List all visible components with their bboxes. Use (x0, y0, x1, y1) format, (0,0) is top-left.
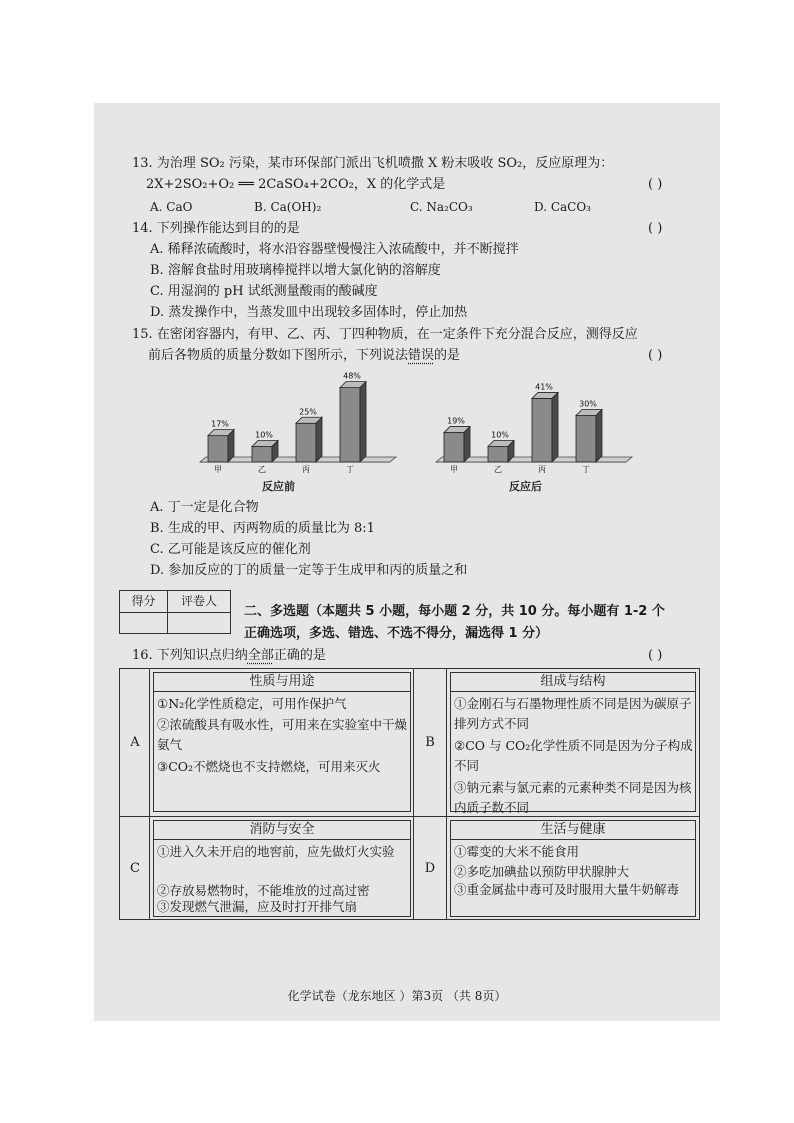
q15-option-a: A. 丁一定是化合物 (150, 500, 259, 515)
chart-before-category-label-2: 丙 (302, 465, 310, 474)
q16-stem (132, 646, 326, 666)
grader-label: 评卷人 (180, 594, 217, 608)
q15-emphasis: 错误 (408, 348, 435, 363)
q14-option-a: A. 稀释浓硫酸时，将水沿容器壁慢慢注入浓硫酸中，并不断搅拌 (150, 242, 519, 257)
chart-after-category-label-0: 甲 (450, 465, 458, 474)
chart-before-category-label-0: 甲 (214, 465, 222, 474)
cell-a-item-2: ②浓硫酸具有吸水性，可用来在实验室中干燥氨气 (157, 717, 408, 752)
q16-knowledge-table (119, 668, 700, 920)
chart-before-bar-2 (296, 423, 316, 462)
q13-line1: 13. 为治理 SO₂ 污染，某市环保部门派出飞机喷撒 X 粉末吸收 SO₂，反应原理为： (132, 156, 614, 171)
q14-option-d: D. 蒸发操作中，当蒸发皿中出现较多固体时，停止加热 (150, 305, 468, 320)
chart-before-data-label-0: 17% (211, 419, 229, 429)
section2-heading-line2: 正确选项，多选、错选、不选不得分，漏选得 1 分） (244, 626, 549, 641)
chart-before-data-label-2: 25% (299, 407, 317, 417)
q14-answer-paren: ( ) (648, 221, 663, 236)
chart-before-data-label-3: 48% (343, 371, 361, 381)
chart-after-data-label-0: 19% (447, 416, 465, 426)
chart-after-bar-3 (576, 416, 596, 463)
q16-stem-post: 正确的是 (273, 648, 326, 663)
q15-line2-pre: 前后各物质的质量分数如下图所示，下列说法 (148, 348, 409, 363)
q15-line2 (148, 346, 460, 366)
chart-after-bar-side-2 (552, 392, 558, 462)
cell-d-letter: D (424, 861, 436, 876)
chart-after-category-label-1: 乙 (494, 465, 502, 474)
cell-b-heading: 组成与结构 (540, 674, 606, 689)
q14-stem: 14. 下列操作能达到目的的是 (132, 221, 300, 236)
cell-d-item-3: ③重金属盐中毒可及时服用大量牛奶解毒 (454, 882, 680, 897)
cell-d-item-2: ②多吃加碘盐以预防甲状腺肿大 (454, 864, 630, 879)
chart-after-category-label-3: 丁 (582, 465, 590, 474)
chart-after-bar-2 (532, 398, 552, 462)
chart-after (432, 376, 632, 474)
cell-a-item-3: ③CO₂不燃烧也不支持燃烧，可用来灭火 (157, 759, 381, 774)
q15-option-c: C. 乙可能是该反应的催化剂 (150, 542, 311, 557)
chart-after-data-label-2: 41% (535, 382, 553, 392)
chart-before-data-label-1: 10% (255, 430, 273, 440)
chart-after-svg (432, 376, 632, 476)
q13-answer-paren: ( ) (648, 177, 663, 192)
q13-option-d: D. CaCO₃ (534, 200, 591, 214)
q14-option-b: B. 溶解食盐时用玻璃棒搅拌以增大氯化钠的溶解度 (150, 263, 441, 278)
page-footer: 化学试卷（龙东地区 ）第3页 （共 8页） (287, 989, 507, 1003)
q14-option-c: C. 用湿润的 pH 试纸测量酸雨的酸碱度 (150, 284, 378, 299)
q15-line1: 15. 在密闭容器内，有甲、乙、丙、丁四种物质，在一定条件下充分混合反应，测得反应 (132, 327, 638, 342)
cell-c-item-1: ①进入久未开启的地窖前，应先做灯火实验 (157, 844, 395, 859)
cell-a-heading: 性质与用途 (249, 674, 315, 689)
chart-after-data-label-3: 30% (579, 399, 597, 409)
chart-after-bar-side-0 (464, 427, 470, 462)
chart-after-category-label-2: 丙 (538, 465, 546, 474)
q13-option-a: A. CaO (150, 200, 193, 214)
q16-answer-paren: ( ) (648, 648, 663, 663)
q16-emphasis: 全部 (247, 648, 274, 663)
q13-line2: 2X+2SO₂+O₂ ══ 2CaSO₄+2CO₂，X 的化学式是 (146, 177, 446, 192)
chart-before-bar-side-0 (228, 430, 234, 462)
cell-b-item-2: ②CO 与 CO₂化学性质不同是因为分子构成不同 (454, 738, 693, 773)
q15-line2-post: 的是 (434, 348, 461, 363)
cell-c-item-2: ②存放易燃物时，不能堆放的过高过密 (157, 883, 370, 898)
chart-before-bar-0 (208, 436, 228, 462)
chart-after-title: 反应后 (509, 480, 542, 493)
chart-after-data-label-1: 10% (491, 430, 509, 440)
chart-before-category-label-3: 丁 (346, 465, 354, 474)
q16-stem-pre: 16. 下列知识点归纳 (132, 648, 248, 663)
section2-heading-line1: 二、多选题（本题共 5 小题，每小题 2 分，共 10 分。每小题有 1-2 个 (244, 604, 665, 619)
chart-before-svg (196, 371, 396, 476)
chart-before-title: 反应前 (262, 480, 295, 493)
chart-before-bar-side-2 (316, 417, 322, 462)
chart-before-category-label-1: 乙 (258, 465, 266, 474)
chart-before (196, 371, 396, 474)
cell-b-item-1: ①金刚石与石墨物理性质不同是因为碳原子排列方式不同 (454, 696, 692, 731)
cell-b-item-3: ③钠元素与氯元素的元素种类不同是因为核内质子数不同 (454, 780, 692, 815)
score-label: 得分 (131, 594, 156, 608)
q15-option-d: D. 参加反应的丁的质量一定等于生成甲和丙的质量之和 (150, 563, 468, 578)
q13-option-b: B. Ca(OH)₂ (254, 200, 322, 214)
cell-c-heading: 消防与安全 (249, 822, 315, 837)
cell-c-letter: C (130, 861, 140, 876)
cell-a-item-1: ①N₂化学性质稳定，可用作保护气 (157, 696, 347, 711)
cell-b-letter: B (425, 735, 435, 750)
score-box (119, 590, 231, 634)
chart-after-bar-0 (444, 433, 464, 462)
q13-option-c: C. Na₂CO₃ (410, 200, 473, 214)
chart-before-bar-3 (340, 388, 360, 462)
cell-d-item-1: ①霉变的大米不能食用 (454, 844, 580, 859)
chart-after-bar-side-3 (596, 410, 602, 463)
q13-options (150, 198, 591, 216)
chart-before-bar-1 (252, 447, 272, 463)
cell-a-letter: A (130, 735, 140, 750)
chart-after-bar-1 (488, 447, 508, 463)
chart-before-bar-side-3 (360, 382, 366, 462)
q15-option-b: B. 生成的甲、丙两物质的质量比为 8:1 (150, 521, 375, 536)
q15-answer-paren: ( ) (648, 348, 663, 363)
cell-c-item-3: ③发现燃气泄漏，应及时打开排气扇 (157, 899, 358, 914)
cell-d-heading: 生活与健康 (540, 822, 606, 837)
